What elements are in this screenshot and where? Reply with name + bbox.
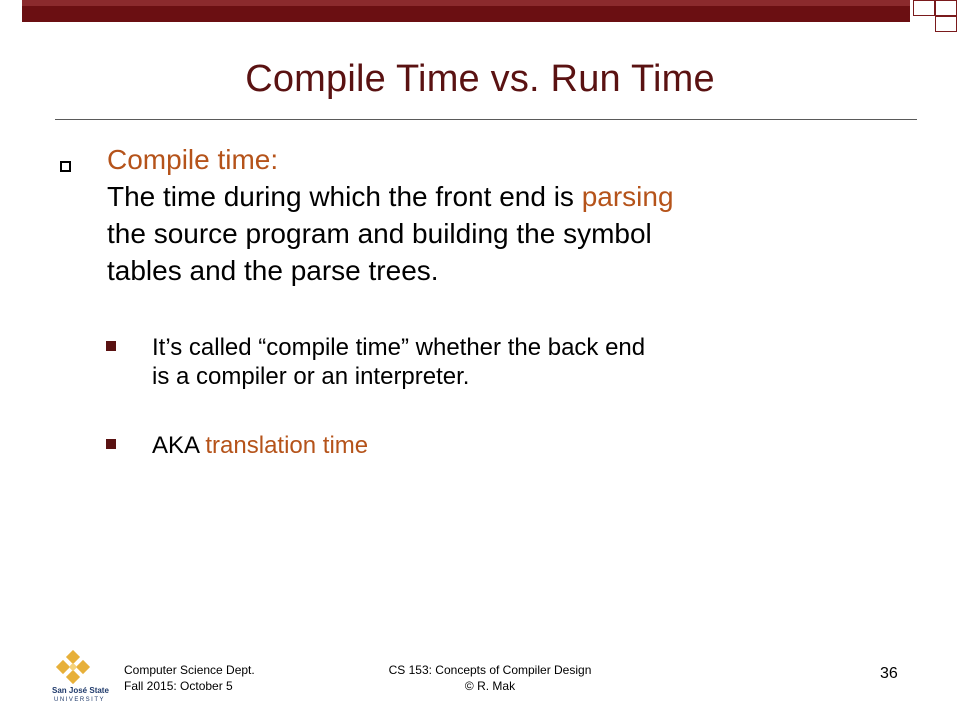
corner-square-decoration [935, 16, 957, 32]
bullet-line-1 [107, 178, 887, 215]
square-bullet-icon [106, 439, 116, 449]
university-logo [46, 650, 109, 710]
sjsu-emblem-icon [46, 650, 106, 690]
footer-department: Computer Science Dept. [124, 663, 255, 677]
logo-name: San José State [52, 686, 109, 695]
logo-subtitle: UNIVERSITY [54, 697, 106, 703]
hollow-square-bullet-icon [60, 161, 71, 172]
corner-square-decoration [935, 0, 957, 16]
bullet-line-2: the source program and building the symbol [107, 218, 652, 249]
sub-bullet-prefix: AKA [152, 432, 206, 459]
top-decorative-bar [22, 0, 910, 22]
sub-bullet-item [106, 431, 866, 460]
top-bar-highlight [22, 0, 910, 6]
sub-bullet-line-1: It’s called “compile time” whether the back end [152, 334, 646, 361]
sub-bullet-highlight: translation time [205, 432, 369, 459]
footer-left [124, 662, 255, 694]
slide-title: Compile Time vs. Run Time [245, 58, 715, 100]
sub-bullet-text [152, 431, 866, 460]
page-number: 36 [880, 665, 898, 682]
square-bullet-icon [106, 341, 116, 351]
bullet-line-3: tables and the parse trees. [107, 255, 439, 286]
footer-course: CS 153: Concepts of Compiler Design [388, 663, 592, 677]
bullet-highlight: parsing [581, 181, 674, 212]
corner-square-decoration [913, 0, 935, 16]
bullet-label: Compile time: [107, 144, 279, 175]
sub-bullet-item [106, 333, 866, 391]
sub-bullet-line-2: is a compiler or an interpreter. [152, 363, 470, 390]
main-bullet-text [107, 141, 887, 289]
title-divider [55, 119, 917, 120]
sub-bullet-text [152, 333, 866, 391]
bullet-line-1-text: The time during which the front end is [107, 181, 582, 212]
footer-author: © R. Mak [464, 679, 516, 693]
footer-center [360, 662, 620, 694]
footer-date: Fall 2015: October 5 [124, 679, 233, 693]
